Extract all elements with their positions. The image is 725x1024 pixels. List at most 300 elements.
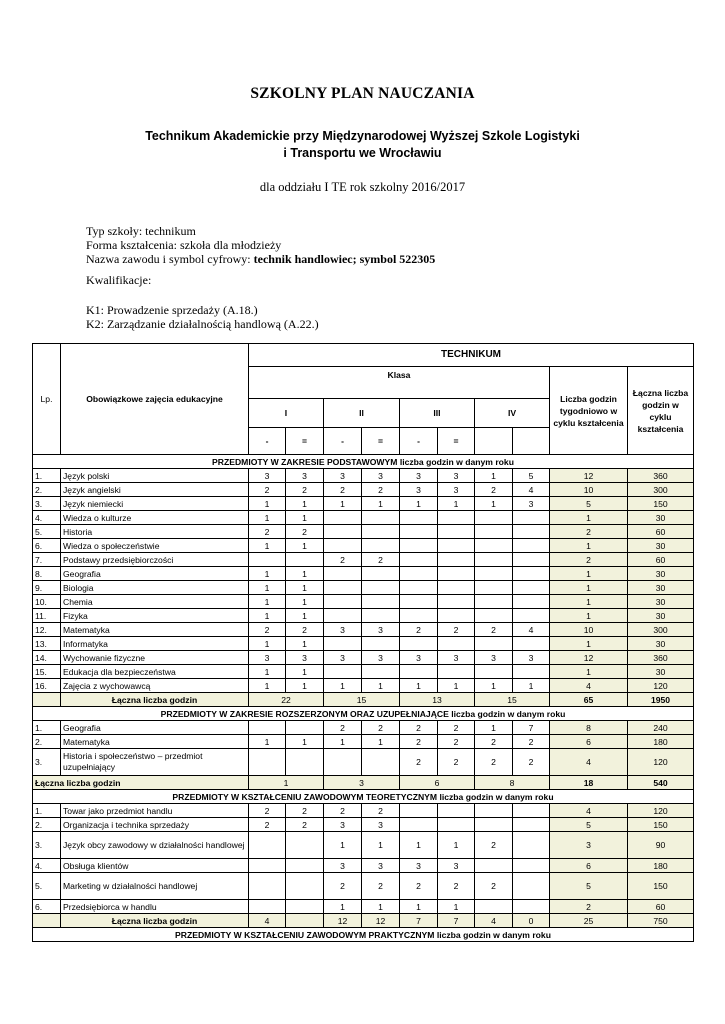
semester-hours [513,637,550,651]
table-row [33,832,694,859]
semester-hours: 1 [362,679,400,693]
row-number: 4. [33,859,61,873]
semester-hours: 2 [249,804,286,818]
weekly-hours: 2 [550,900,628,914]
sum-lp-empty [33,914,61,928]
row-number: 15. [33,665,61,679]
table-row [33,735,694,749]
semester-hours: 2 [286,483,324,497]
semester-hours: 3 [249,469,286,483]
semester-hours: 1 [438,497,475,511]
header-klasa: Klasa [249,367,550,399]
qualification-k2: K2: Zarządzanie działalnością handlową (A.22.) [86,317,319,331]
semester-hours [475,804,513,818]
semester-hours: 1 [324,900,362,914]
semester-hours: 2 [324,873,362,900]
semester-hours: 1 [286,497,324,511]
total-hours: 240 [628,721,694,735]
semester-hours [513,665,550,679]
semester-hours [286,859,324,873]
semester-hours: 4 [513,483,550,497]
semester-hours [438,804,475,818]
weekly-hours: 4 [550,804,628,818]
sum-class-hours: 15 [475,693,550,707]
semester-hours: 2 [400,721,438,735]
semester-hours [438,511,475,525]
semester-hours: 2 [400,873,438,900]
semester-hours: 1 [286,539,324,553]
semester-hours: 3 [324,859,362,873]
sum-semester-hours: 7 [400,914,438,928]
semester-hours: 2 [400,623,438,637]
semester-hours [249,873,286,900]
weekly-hours: 1 [550,511,628,525]
row-number: 6. [33,539,61,553]
total-hours: 150 [628,497,694,511]
semester-hours: 2 [475,623,513,637]
total-hours: 150 [628,873,694,900]
semester-hours: 2 [400,749,438,776]
header-sem-empty [513,428,550,455]
total-hours: 120 [628,804,694,818]
semester-hours: 3 [400,483,438,497]
weekly-hours: 1 [550,595,628,609]
semester-hours: 3 [324,623,362,637]
semester-hours: 2 [438,721,475,735]
semester-hours: 3 [362,859,400,873]
total-hours: 60 [628,553,694,567]
header-sem: - [324,428,362,455]
semester-hours: 1 [286,511,324,525]
semester-hours [324,511,362,525]
semester-hours: 1 [286,735,324,749]
header-class-4: IV [475,399,550,428]
semester-hours [438,609,475,623]
section-title: PRZEDMIOTY W KSZTAŁCENIU ZAWODOWYM PRAKTYCZNYM liczba godzin w danym roku [33,928,694,942]
semester-hours: 2 [438,873,475,900]
header-lp: Lp. [33,344,61,455]
semester-hours [438,595,475,609]
table-row [33,469,694,483]
semester-hours: 2 [475,483,513,497]
weekly-hours: 6 [550,735,628,749]
subject-name: Matematyka [61,623,249,637]
semester-hours [324,609,362,623]
table-row [33,623,694,637]
semester-hours: 3 [438,469,475,483]
semester-hours: 1 [249,637,286,651]
semester-hours [324,567,362,581]
semester-hours: 2 [324,553,362,567]
semester-hours: 2 [513,749,550,776]
sum-semester-hours: 12 [362,914,400,928]
semester-hours [400,553,438,567]
total-hours: 30 [628,637,694,651]
subject-name: Fizyka [61,609,249,623]
row-number: 8. [33,567,61,581]
semester-hours: 2 [324,721,362,735]
curriculum-table [32,343,694,942]
semester-hours: 1 [400,679,438,693]
semester-hours [400,581,438,595]
subject-name: Zajęcia z wychowawcą [61,679,249,693]
semester-hours [475,553,513,567]
table-row [33,873,694,900]
school-name-line-2: i Transportu we Wrocławiu [283,146,442,160]
header-sem: = [362,428,400,455]
row-number: 1. [33,721,61,735]
sum-label: Łączna liczba godzin [61,914,249,928]
row-number: 1. [33,469,61,483]
total-hours: 300 [628,483,694,497]
semester-hours [400,818,438,832]
table-row [33,511,694,525]
semester-hours [400,539,438,553]
total-hours: 30 [628,665,694,679]
row-number: 10. [33,595,61,609]
semester-hours [513,553,550,567]
semester-hours: 3 [324,469,362,483]
sum-row [33,693,694,707]
semester-hours: 1 [249,511,286,525]
semester-hours: 1 [475,497,513,511]
semester-hours [475,539,513,553]
semester-hours [286,721,324,735]
semester-hours [362,665,400,679]
semester-hours: 1 [324,679,362,693]
weekly-hours: 2 [550,553,628,567]
semester-hours: 1 [475,679,513,693]
row-number: 9. [33,581,61,595]
weekly-hours: 5 [550,873,628,900]
section-title: PRZEDMIOTY W KSZTAŁCENIU ZAWODOWYM TEORETYCZNYM liczba godzin w danym roku [33,790,694,804]
total-hours: 30 [628,609,694,623]
semester-hours: 2 [438,735,475,749]
semester-hours: 1 [249,609,286,623]
table-row [33,595,694,609]
semester-hours: 2 [286,623,324,637]
semester-hours: 2 [513,735,550,749]
semester-hours [400,665,438,679]
semester-hours: 3 [400,859,438,873]
semester-hours: 1 [286,609,324,623]
subject-name: Język angielski [61,483,249,497]
row-number: 4. [33,511,61,525]
semester-hours: 1 [249,539,286,553]
semester-hours [362,609,400,623]
semester-hours [249,721,286,735]
semester-hours [249,900,286,914]
subject-name: Język niemiecki [61,497,249,511]
semester-hours [475,567,513,581]
semester-hours [400,567,438,581]
subject-name: Geografia [61,567,249,581]
subject-name: Historia [61,525,249,539]
header-sem: = [438,428,475,455]
semester-hours [475,581,513,595]
semester-hours [286,749,324,776]
semester-hours [475,609,513,623]
semester-hours [324,539,362,553]
semester-hours: 2 [438,749,475,776]
semester-hours [362,567,400,581]
semester-hours [438,525,475,539]
sum-weekly: 18 [550,776,628,790]
semester-hours: 2 [438,623,475,637]
semester-hours [438,818,475,832]
semester-hours: 2 [400,735,438,749]
semester-hours: 1 [286,595,324,609]
page-title: SZKOLNY PLAN NAUCZANIA [250,85,475,102]
semester-hours: 1 [362,832,400,859]
semester-hours: 2 [362,483,400,497]
table-row [33,553,694,567]
weekly-hours: 10 [550,623,628,637]
total-hours: 120 [628,679,694,693]
semester-hours: 1 [324,735,362,749]
semester-hours: 1 [400,900,438,914]
semester-hours: 1 [249,679,286,693]
semester-hours [438,539,475,553]
semester-hours [513,595,550,609]
semester-hours [438,637,475,651]
table-row [33,900,694,914]
table-row [33,497,694,511]
education-form: Forma kształcenia: szkoła dla młodzieży [86,238,282,252]
table-row [33,581,694,595]
semester-hours [324,581,362,595]
semester-hours [362,525,400,539]
subject-name: Chemia [61,595,249,609]
weekly-hours: 6 [550,859,628,873]
subject-name: Wiedza o kulturze [61,511,249,525]
subject-name: Wiedza o społeczeństwie [61,539,249,553]
semester-hours: 3 [513,651,550,665]
weekly-hours: 8 [550,721,628,735]
semester-hours [362,581,400,595]
total-hours: 90 [628,832,694,859]
semester-hours: 2 [286,804,324,818]
semester-hours [513,818,550,832]
semester-hours [324,525,362,539]
sum-semester-hours: 12 [324,914,362,928]
subject-name: Organizacja i technika sprzedaży [61,818,249,832]
semester-hours: 2 [249,818,286,832]
semester-hours [513,832,550,859]
sum-weekly: 25 [550,914,628,928]
semester-hours: 3 [438,483,475,497]
sum-class-hours: 15 [324,693,400,707]
section-title: PRZEDMIOTY W ZAKRESIE ROZSZERZONYM ORAZ UZUPEŁNIAJĄCE liczba godzin w danym roku [33,707,694,721]
semester-hours [362,595,400,609]
semester-hours: 1 [249,497,286,511]
total-hours: 30 [628,567,694,581]
sum-class-hours: 3 [324,776,400,790]
semester-hours: 1 [249,581,286,595]
semester-hours [249,749,286,776]
semester-hours [475,818,513,832]
subject-name: Przedsiębiorca w handlu [61,900,249,914]
semester-hours [286,553,324,567]
semester-hours: 1 [286,637,324,651]
semester-hours: 3 [249,651,286,665]
sum-semester-hours: 0 [513,914,550,928]
row-number: 14. [33,651,61,665]
semester-hours [324,595,362,609]
semester-hours [513,511,550,525]
school-name-line-1: Technikum Akademickie przy Międzynarodowej Wyższej Szkole Logistyki [145,129,580,143]
table-row [33,665,694,679]
semester-hours [324,637,362,651]
sum-class-hours: 1 [249,776,324,790]
semester-hours: 2 [249,525,286,539]
semester-hours: 2 [249,483,286,497]
semester-hours [286,873,324,900]
semester-hours [400,595,438,609]
sum-class-hours: 22 [249,693,324,707]
table-row [33,483,694,497]
semester-hours: 2 [475,873,513,900]
semester-hours [513,567,550,581]
semester-hours: 1 [324,832,362,859]
semester-hours [249,832,286,859]
row-number: 1. [33,804,61,818]
semester-hours: 1 [286,665,324,679]
semester-hours [324,665,362,679]
semester-hours [400,609,438,623]
total-hours: 30 [628,539,694,553]
weekly-hours: 4 [550,679,628,693]
semester-hours: 2 [475,749,513,776]
header-sem: - [249,428,286,455]
semester-hours: 3 [362,651,400,665]
semester-hours: 1 [362,735,400,749]
semester-hours: 7 [513,721,550,735]
semester-hours: 3 [286,469,324,483]
weekly-hours: 1 [550,567,628,581]
row-number: 3. [33,749,61,776]
total-hours: 30 [628,595,694,609]
table-row [33,525,694,539]
row-number: 3. [33,832,61,859]
table-row [33,651,694,665]
semester-hours [513,859,550,873]
profession-value: technik handlowiec; symbol 522305 [253,252,436,266]
total-hours: 30 [628,511,694,525]
semester-hours: 2 [324,483,362,497]
total-hours: 180 [628,859,694,873]
total-hours: 150 [628,818,694,832]
subject-name: Matematyka [61,735,249,749]
sum-total: 750 [628,914,694,928]
header-sem: = [286,428,324,455]
semester-hours: 2 [324,804,362,818]
table-row [33,609,694,623]
school-type: Typ szkoły: technikum [86,224,196,238]
semester-hours: 1 [249,735,286,749]
semester-hours [438,553,475,567]
semester-hours [249,553,286,567]
sum-semester-hours [286,914,324,928]
semester-hours [513,873,550,900]
semester-hours: 2 [475,735,513,749]
semester-hours: 1 [249,665,286,679]
semester-hours: 3 [400,651,438,665]
row-number: 2. [33,735,61,749]
sum-total: 1950 [628,693,694,707]
table-row [33,749,694,776]
subject-name: Historia i społeczeństwo – przedmiot uzupełniający [61,749,249,776]
semester-hours [475,525,513,539]
semester-hours: 3 [362,469,400,483]
semester-hours: 3 [400,469,438,483]
sum-class-hours: 13 [400,693,475,707]
header-class-3: III [400,399,475,428]
semester-hours [438,665,475,679]
semester-hours: 3 [324,818,362,832]
qualification-k1: K1: Prowadzenie sprzedaży (A.18.) [86,303,258,317]
row-number: 5. [33,525,61,539]
row-number: 2. [33,483,61,497]
semester-hours: 3 [475,651,513,665]
semester-hours [438,581,475,595]
semester-hours: 1 [438,900,475,914]
subject-name: Marketing w działalności handlowej [61,873,249,900]
semester-hours [438,567,475,581]
semester-hours: 1 [362,497,400,511]
total-hours: 120 [628,749,694,776]
semester-hours: 2 [362,873,400,900]
subject-name: Język polski [61,469,249,483]
semester-hours [475,511,513,525]
qualifications-label: Kwalifikacje: [86,273,152,287]
row-number: 11. [33,609,61,623]
row-number: 5. [33,873,61,900]
weekly-hours: 3 [550,832,628,859]
weekly-hours: 12 [550,651,628,665]
sum-semester-hours: 7 [438,914,475,928]
subject-name: Informatyka [61,637,249,651]
weekly-hours: 1 [550,637,628,651]
header-technikum: TECHNIKUM [249,344,694,367]
semester-hours [475,859,513,873]
header-sem-empty [475,428,513,455]
sum-row [33,914,694,928]
table-row [33,859,694,873]
subject-name: Towar jako przedmiot handlu [61,804,249,818]
table-row [33,539,694,553]
sum-label: Łączna liczba godzin [33,776,249,790]
row-number: 2. [33,818,61,832]
weekly-hours: 1 [550,665,628,679]
semester-hours [513,539,550,553]
weekly-hours: 2 [550,525,628,539]
row-number: 7. [33,553,61,567]
semester-hours: 3 [438,859,475,873]
sum-weekly: 65 [550,693,628,707]
subject-name: Podstawy przedsiębiorczości [61,553,249,567]
sum-class-hours: 8 [475,776,550,790]
row-number: 12. [33,623,61,637]
semester-hours: 5 [513,469,550,483]
semester-hours [400,511,438,525]
semester-hours [362,749,400,776]
semester-hours: 1 [438,679,475,693]
semester-hours: 1 [249,567,286,581]
semester-hours: 1 [286,567,324,581]
weekly-hours: 10 [550,483,628,497]
semester-hours: 1 [438,832,475,859]
